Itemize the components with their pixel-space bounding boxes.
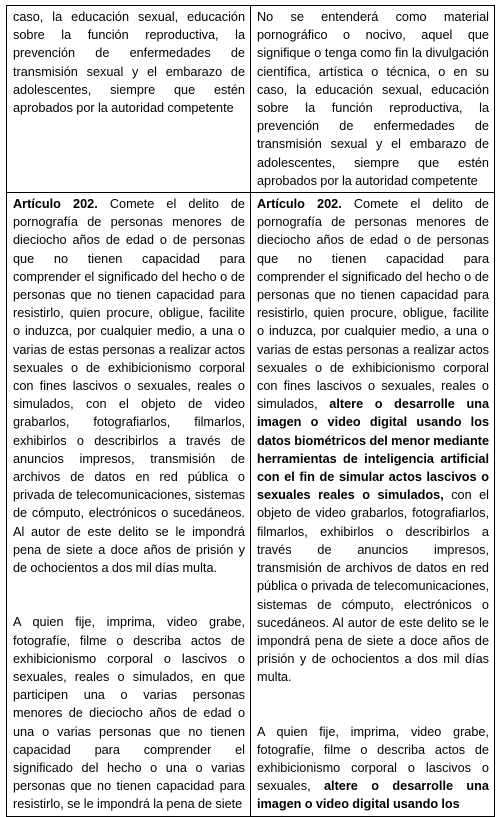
table-cell-proposed-text xyxy=(251,6,495,193)
text-run: Comete el delito de pornografía de personas menores de dieciocho años de edad o de personas que no tienen capacidad para comprender el significado del hecho o de personas que no tienen capacidad para resistirlo, quien procure, obligue, facilite o induzca, por cualquier medio, a una o varias de estas personas a realizar actos sexuales o de exhibicionismo corporal con fines lascivos o sexuales, reales o simulados, con el objeto de video grabarlos, fotografiarlos, filmarlos, exhibirlos o describirlos a través de anuncios impresos, transmisión de archivos de datos en red pública o privada de telecomunicaciones, sistemas de cómputo, electrónicos o sucedáneos. Al autor de este delito se le impondrá pena de siete a doce años de prisión y de ochocientos a dos mil días multa. xyxy=(13,197,245,576)
table-row xyxy=(7,193,495,817)
comparison-table xyxy=(6,5,495,817)
paragraph-gap xyxy=(257,687,489,723)
paragraph xyxy=(13,8,245,117)
text-run: A quien fije, imprima, video grabe, fotografíe, filme o describa actos de exhibicionismo corporal o lascivos o sexuales, reales o simulados, en que participen una o varias personas menores de dieciocho años de edad o una o varias personas que no tienen capacidad para comprender el significado del hecho o una o varias personas que no tienen capacidad para resistirlo, se le impondrá la pena de siete xyxy=(13,615,245,812)
table-cell-proposed-text xyxy=(251,193,495,817)
paragraph-gap xyxy=(13,577,245,613)
bold-text-run: Artículo 202. xyxy=(13,197,98,212)
table-cell-current-text xyxy=(7,193,251,817)
comparison-document xyxy=(6,5,495,817)
paragraph xyxy=(257,195,489,686)
text-run: A quien fije, imprima, video grabe, fotografíe, filme o describa actos de exhibicionismo corporal o lascivos o sexuales, xyxy=(257,724,489,794)
text-run: No se entenderá como material pornográfico o nocivo, aquel que signifique o tenga como fin la divulgación científica, artística o técnica, o en su caso, la educación sexual, educación sobre la función reproductiva, la prevención de enfermedades de transmisión sexual y el embarazo de adolescentes, siempre que estén aprobados por la autoridad competente xyxy=(257,10,489,188)
paragraph xyxy=(13,195,245,577)
bold-text-run: Artículo 202. xyxy=(257,197,342,212)
table-cell-current-text xyxy=(7,6,251,193)
bold-text-run: altere o desarrolle una imagen o video digital usando los datos biométricos del menor mediante herramientas de inteligencia artificial con el fin de simular actos lascivos o sexuales reales o simulados, xyxy=(257,397,489,503)
paragraph xyxy=(257,8,489,190)
table-row xyxy=(7,6,495,193)
text-run: Comete el delito de pornografía de personas menores de dieciocho años de edad o de personas que no tienen capacidad para comprender el significado del hecho o de personas que no tienen capacidad para resistirlo, quien procure, obligue, facilite o induzca, por cualquier medio, a una o varias de estas personas a realizar actos sexuales o de exhibicionismo corporal con fines lascivos o sexuales, reales o simulados, xyxy=(257,197,489,412)
paragraph xyxy=(257,723,489,814)
text-run: con el objeto de video grabarlos, fotografiarlos, filmarlos, exhibirlos o describirlos a través de anuncios impresos, transmisión de archivos de datos en red pública o privada de telecomunicaciones, sistemas de cómputo, electrónicos o sucedáneos. Al autor de este delito se le impondrá pena de siete a doce años de prisión y de ochocientos a dos mil días multa. xyxy=(257,488,489,685)
bold-text-run: altere o desarrolle una imagen o video digital usando los xyxy=(257,779,489,812)
paragraph xyxy=(13,613,245,813)
text-run: caso, la educación sexual, educación sobre la función reproductiva, la prevención de enfermedades de transmisión sexual y el embarazo de adolescentes, siempre que estén aprobados por la autoridad competente xyxy=(13,10,245,116)
